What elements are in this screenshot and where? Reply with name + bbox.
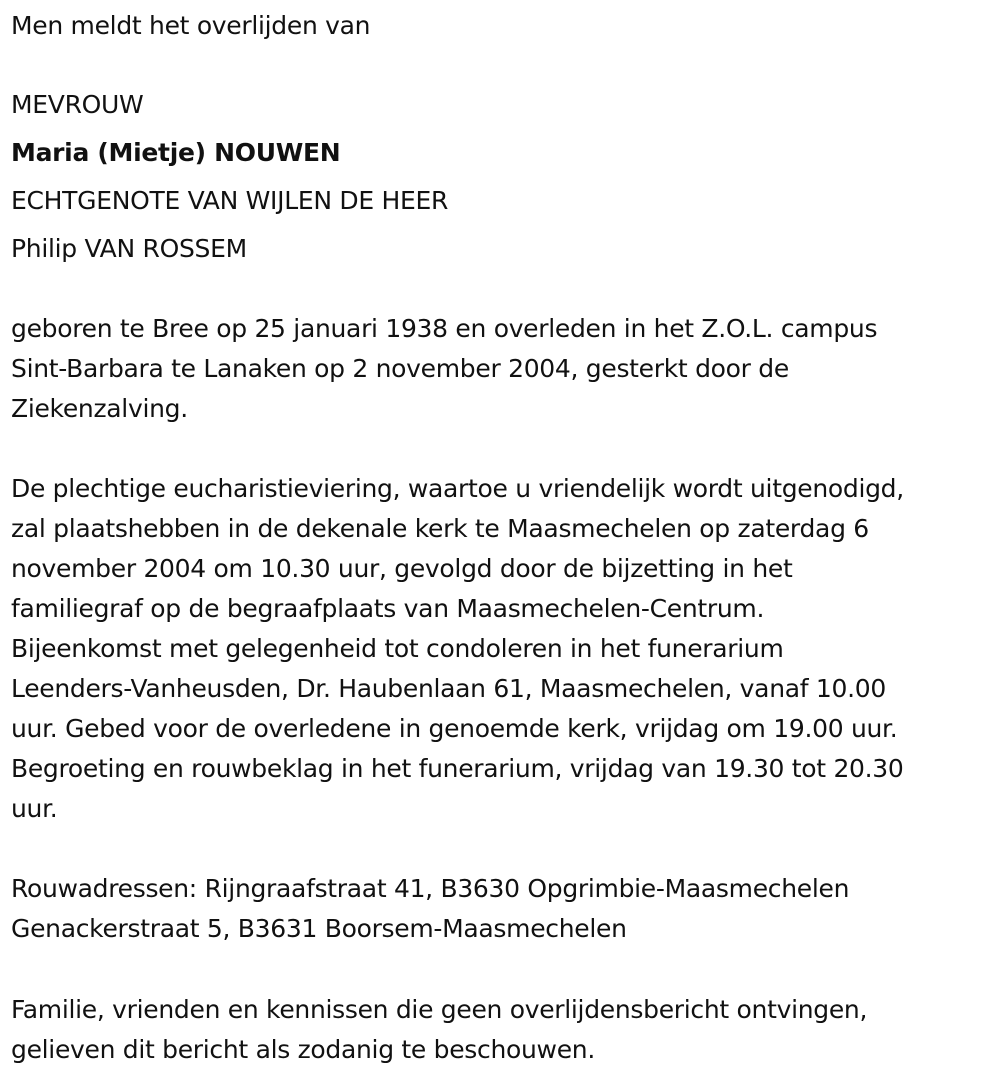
birth-death-line: Sint-Barbara te Lanaken op 2 november 2004, gesterkt door de (11, 354, 789, 383)
ceremony-line: zal plaatshebben in de dekenale kerk te Maasmechelen op zaterdag 6 (11, 514, 869, 543)
spouse-name: Philip VAN ROSSEM (11, 234, 247, 263)
ceremony-line: uur. (11, 794, 58, 823)
address-line: Rouwadressen: Rijngraafstraat 41, B3630 Opgrimbie-Maasmechelen (11, 874, 850, 903)
intro-line: Men meldt het overlijden van (11, 11, 371, 40)
ceremony-line: uur. Gebed voor de overledene in genoemde kerk, vrijdag om 19.00 uur. (11, 714, 898, 743)
ceremony-line: De plechtige eucharistieviering, waartoe u vriendelijk wordt uitgenodigd, (11, 474, 904, 503)
spouse-label: ECHTGENOTE VAN WIJLEN DE HEER (11, 186, 449, 215)
deceased-name: Maria (Mietje) NOUWEN (11, 138, 341, 167)
ceremony-line: Begroeting en rouwbeklag in het funerarium, vrijdag van 19.30 tot 20.30 (11, 754, 904, 783)
address-line: Genackerstraat 5, B3631 Boorsem-Maasmechelen (11, 914, 627, 943)
closing-line: gelieven dit bericht als zodanig te beschouwen. (11, 1035, 595, 1064)
birth-death-line: Ziekenzalving. (11, 394, 188, 423)
ceremony-line: november 2004 om 10.30 uur, gevolgd door de bijzetting in het (11, 554, 793, 583)
ceremony-line: familiegraf op de begraafplaats van Maasmechelen-Centrum. (11, 594, 765, 623)
birth-death-line: geboren te Bree op 25 januari 1938 en overleden in het Z.O.L. campus (11, 314, 878, 343)
title-line: MEVROUW (11, 90, 144, 119)
ceremony-line: Bijeenkomst met gelegenheid tot condoleren in het funerarium (11, 634, 784, 663)
closing-line: Familie, vrienden en kennissen die geen overlijdensbericht ontvingen, (11, 995, 868, 1024)
ceremony-line: Leenders-Vanheusden, Dr. Haubenlaan 61, Maasmechelen, vanaf 10.00 (11, 674, 886, 703)
